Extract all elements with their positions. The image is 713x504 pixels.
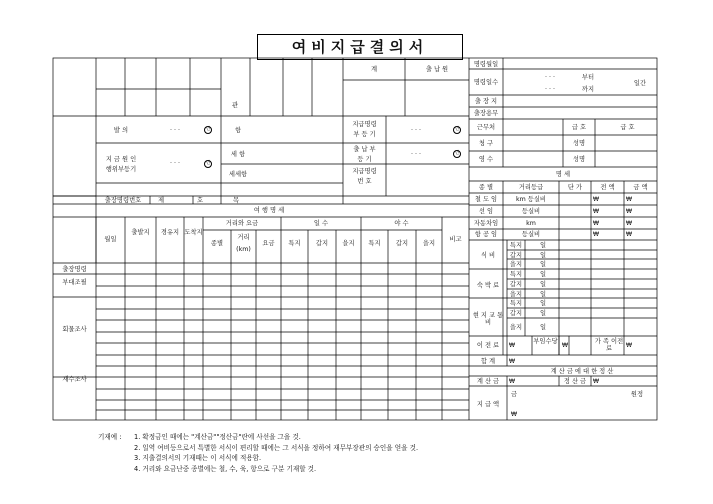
won-1b: ₩ [625, 196, 633, 203]
pay-amount: 지 급 액 [476, 401, 500, 408]
col-distance: 거리 [237, 234, 250, 241]
trip-place: 출 장 지 [474, 98, 498, 105]
won-4a: ₩ [592, 231, 600, 238]
col-bigo: 비고 [449, 236, 462, 243]
grade-2: 급 호 [620, 124, 635, 131]
il-5: 일 [539, 281, 547, 288]
won-2b: ₩ [625, 208, 633, 215]
won-text: 원정 [630, 391, 644, 398]
lodging-label: 숙 박 료 [476, 282, 500, 289]
bal-ui-label: 발 의 [113, 127, 129, 134]
il-4: 일 [539, 271, 547, 278]
won-pay: ₩ [510, 411, 518, 418]
spouse-label: 부임수당 [533, 338, 558, 345]
geum-label: 금 [510, 391, 518, 398]
gwan-label: 관 [231, 102, 239, 109]
jigeum-bunho: 지급명령 [352, 168, 377, 175]
won-1a: ₩ [592, 196, 600, 203]
side-label-4: 재수조사 [62, 376, 87, 383]
km-label: km [526, 220, 536, 227]
date-dots: · · · [169, 127, 180, 134]
col-km: (km) [236, 246, 251, 253]
col-teuk-2: 특지 [368, 240, 381, 247]
stamp-1: 인 [205, 127, 211, 132]
eulji-3: 을지 [509, 324, 523, 331]
kind-header: 종 별 [478, 184, 494, 191]
note-3: 3. 지출결의서의 기재때는 이 서식에 적용함. [134, 454, 262, 462]
notes-label: 기재예 : [98, 433, 122, 441]
gapji-3: 갑지 [509, 310, 523, 317]
grade-fee-2: 등실비 [521, 231, 541, 238]
gye-label: 계 [370, 66, 378, 73]
dist-class-header: 거리등급 [518, 184, 544, 191]
office: 근무처 [476, 124, 496, 131]
won-family: ₩ [625, 342, 633, 349]
chulnap-bu2: 등 기 [357, 156, 372, 163]
col-teuk-1: 특지 [288, 240, 301, 247]
claim: 청 구 [478, 140, 494, 147]
date-dots-2: · · · [169, 160, 180, 167]
col-kind: 종별 [210, 240, 224, 247]
col-depart: 출발지 [131, 229, 150, 236]
trip-purpose: 출장용무 [473, 110, 499, 117]
teukji-3: 특지 [509, 300, 523, 307]
il-9: 일 [539, 324, 547, 331]
col-gap-2: 갑지 [395, 240, 409, 247]
form-title: 여비지급결의서 [257, 34, 463, 60]
stamp-3: 인 [454, 127, 460, 132]
note-2: 2. 일역 여비등으로서 특별한 서식이 편리할 때에는 그 서식을 정하여 재무부장관의 승인을 얻을 것. [134, 443, 419, 452]
travel-header: 여 행 명 세 [253, 207, 285, 214]
side-label-2: 부대조필 [62, 279, 87, 286]
jigeum-bunho2: 번 호 [357, 178, 372, 185]
family-label: 가 족 이전료 [594, 338, 624, 352]
won-2a: ₩ [592, 208, 600, 215]
order-days: 명령일수 [473, 79, 499, 86]
grade-fee-1: 등실비 [521, 208, 541, 215]
date-dots-r1: · · · [544, 74, 555, 81]
won-calc: ₩ [508, 378, 516, 385]
haeng-wi-bu-deung: 행위부등기 [105, 166, 137, 173]
notes [98, 432, 418, 474]
date-dots-4: · · · [410, 151, 421, 158]
name-1: 성명 [572, 140, 586, 147]
grade: 급 호 [571, 124, 587, 131]
stamp-4: 인 [454, 151, 460, 156]
il-1: 일 [539, 242, 547, 249]
col-gap-1: 갑지 [315, 240, 329, 247]
il-7: 일 [539, 300, 547, 307]
note-1: 1. 확정금인 때에는 "계산금""정산금"란에 사선을 그을 것. [134, 433, 301, 441]
stmt-header: 명 세 [555, 171, 571, 178]
jigeum-buhye: 지급명령 [352, 121, 377, 128]
teukji-2: 특지 [509, 271, 523, 278]
won-move: ₩ [508, 342, 516, 349]
chulnap-bu: 출 납 부 [353, 146, 376, 153]
ho-label: 호 [196, 197, 204, 204]
car-label: 자동차임 [473, 220, 499, 227]
to-label: 까지 [581, 86, 595, 93]
amount-count-header: 전 액 [600, 184, 615, 191]
rail-label: 철 도 임 [474, 196, 498, 203]
food-label: 식 비 [480, 252, 496, 259]
settle-amount: 정 산 금 [563, 378, 587, 385]
il-3: 일 [539, 261, 547, 268]
won-4b: ₩ [625, 231, 633, 238]
won-settle: ₩ [592, 378, 600, 385]
won-3b: ₩ [625, 220, 633, 227]
calc-amount: 계 산 금 [476, 378, 500, 385]
col-il: 일 수 [313, 220, 329, 227]
hang-label: 항 [234, 127, 242, 134]
gapji-1: 갑지 [509, 252, 523, 259]
col-fee: 요금 [262, 240, 275, 247]
col-eul-2: 을지 [422, 240, 436, 247]
col-via: 경유지 [160, 229, 180, 236]
date-dots-3: · · · [410, 127, 421, 134]
il-2: 일 [539, 252, 547, 259]
won-total: ₩ [508, 358, 516, 365]
jigeum-buhye2: 부 등 기 [353, 131, 376, 138]
side-label-1: 출장명령 [62, 266, 87, 273]
ji-geum-won-in: 지 금 원 인 [105, 156, 137, 163]
col-ya: 야 수 [394, 220, 409, 227]
col-distance-fee: 거리와 요금 [225, 220, 259, 227]
stamp-2: 인 [205, 161, 211, 166]
il-8: 일 [539, 310, 547, 317]
name-2: 성명 [572, 156, 586, 163]
mok-label: 목 [232, 197, 240, 204]
note-4: 4. 거리와 요금난중 종별에는 철, 수, 육, 항으로 구분 기재할 것. [134, 464, 317, 473]
total-label: 합 계 [480, 358, 496, 365]
days-label: 일간 [633, 80, 647, 87]
eulji-2: 을지 [509, 291, 523, 298]
order-date: 명령월일 [473, 61, 499, 68]
from-label: 부터 [581, 74, 595, 81]
il-6: 일 [539, 291, 547, 298]
col-arrive: 도착지 [184, 229, 203, 236]
je-label: 제 [157, 197, 165, 204]
se-hang-label: 세 항 [230, 151, 246, 158]
gapji-2: 갑지 [509, 281, 523, 288]
local-label: 현 지 교 통 비 [472, 312, 504, 326]
receipt: 영 수 [478, 156, 494, 163]
km-grade-1: km 등실비 [515, 196, 547, 203]
unit-price-header: 단 가 [567, 184, 583, 191]
won-3a: ₩ [592, 220, 600, 227]
won-spouse: ₩ [561, 342, 569, 349]
side-label-3: 회물조사 [62, 326, 87, 333]
chulnap-label: 출 납 원 [425, 66, 449, 73]
chuljang-no-label: 출장명령번호 [104, 197, 142, 204]
amount-header: 금 액 [633, 184, 648, 191]
sese-hang-label: 세세항 [228, 171, 248, 178]
col-eul-1: 을지 [342, 240, 355, 247]
calc-header: 계 산 금 에 대 한 정 산 [550, 368, 614, 375]
col-month-day: 월일 [104, 236, 117, 243]
eulji-1: 을지 [509, 261, 523, 268]
moving-label: 이 전 료 [476, 342, 500, 349]
teukji-1: 특지 [509, 242, 523, 249]
date-dots-r2: · · · [544, 86, 555, 93]
ship-label: 선 임 [478, 208, 494, 215]
air-label: 항 공 임 [474, 231, 498, 238]
